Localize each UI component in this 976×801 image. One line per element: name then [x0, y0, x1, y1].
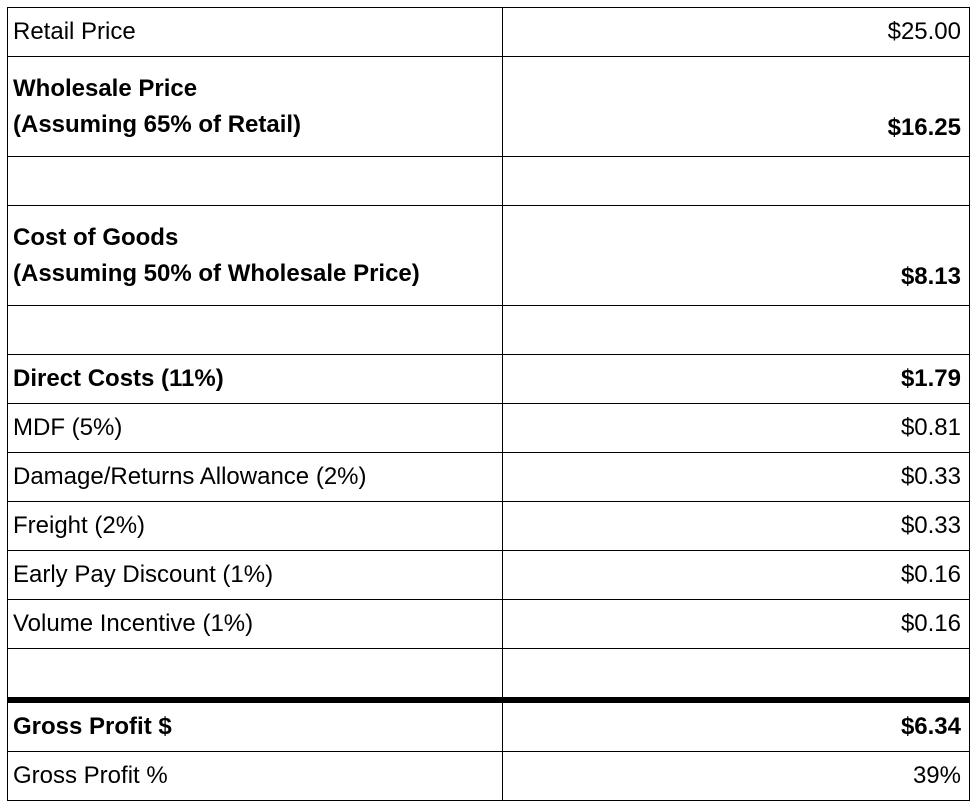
table-row-gross-profit-percent [8, 752, 970, 801]
wholesale-price-value: $16.25 [503, 57, 970, 157]
early-pay-discount-label: Early Pay Discount (1%) [8, 551, 503, 600]
gross-profit-dollars-label: Gross Profit $ [8, 700, 503, 752]
table-row-gross-profit-dollars [8, 700, 970, 752]
spacer-cell [8, 157, 503, 206]
direct-costs-label: Direct Costs (11%) [8, 355, 503, 404]
damage-returns-value: $0.33 [503, 453, 970, 502]
spacer-cell [503, 649, 970, 701]
spacer-cell [8, 649, 503, 701]
spacer-cell [503, 306, 970, 355]
gross-profit-percent-value: 39% [503, 752, 970, 801]
volume-incentive-label: Volume Incentive (1%) [8, 600, 503, 649]
cost-of-goods-label [8, 206, 503, 306]
freight-value: $0.33 [503, 502, 970, 551]
table-row-damage-returns [8, 453, 970, 502]
spacer-cell [8, 306, 503, 355]
wholesale-price-label [8, 57, 503, 157]
mdf-label: MDF (5%) [8, 404, 503, 453]
wholesale-price-note: (Assuming 65% of Retail) [13, 110, 302, 138]
table-row-early-pay-discount [8, 551, 970, 600]
direct-costs-value: $1.79 [503, 355, 970, 404]
gross-profit-dollars-value: $6.34 [503, 700, 970, 752]
gross-profit-percent-label: Gross Profit % [8, 752, 503, 801]
freight-label: Freight (2%) [8, 502, 503, 551]
mdf-value: $0.81 [503, 404, 970, 453]
table-row-mdf [8, 404, 970, 453]
table-row-spacer [8, 649, 970, 701]
table-row-direct-costs [8, 355, 970, 404]
cost-of-goods-title: Cost of Goods [13, 223, 179, 251]
retail-price-value: $25.00 [503, 8, 970, 57]
retail-price-label: Retail Price [8, 8, 503, 57]
table-row-freight [8, 502, 970, 551]
table-row-cost-of-goods [8, 206, 970, 306]
volume-incentive-value: $0.16 [503, 600, 970, 649]
pricing-table [7, 7, 970, 801]
table-row-spacer [8, 306, 970, 355]
early-pay-discount-value: $0.16 [503, 551, 970, 600]
cost-of-goods-value: $8.13 [503, 206, 970, 306]
wholesale-price-title: Wholesale Price [13, 74, 198, 102]
table-row-spacer [8, 157, 970, 206]
damage-returns-label: Damage/Returns Allowance (2%) [8, 453, 503, 502]
spacer-cell [503, 157, 970, 206]
table-row-volume-incentive [8, 600, 970, 649]
table-row-retail-price [8, 8, 970, 57]
cost-of-goods-note: (Assuming 50% of Wholesale Price) [13, 259, 420, 287]
table-row-wholesale-price [8, 57, 970, 157]
